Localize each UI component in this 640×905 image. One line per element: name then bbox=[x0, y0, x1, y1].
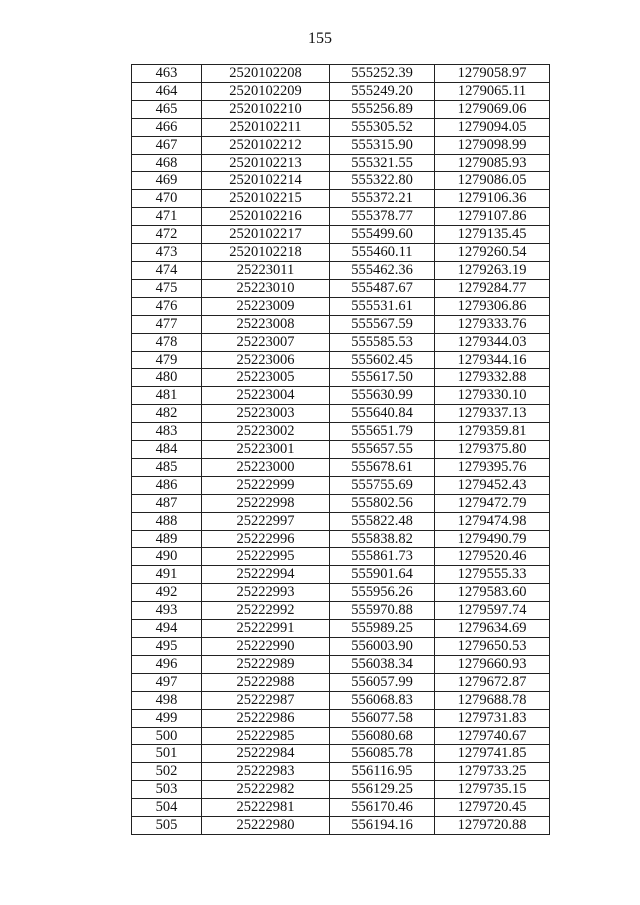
x-coordinate-cell: 555321.55 bbox=[330, 154, 435, 172]
x-coordinate-cell: 555630.99 bbox=[330, 387, 435, 405]
point-number-cell: 487 bbox=[132, 494, 202, 512]
table-row bbox=[132, 620, 550, 638]
point-number-cell: 489 bbox=[132, 530, 202, 548]
x-coordinate-cell: 555249.20 bbox=[330, 82, 435, 100]
y-coordinate-cell: 1279337.13 bbox=[435, 405, 550, 423]
point-id-cell: 2520102218 bbox=[202, 244, 330, 262]
y-coordinate-cell: 1279260.54 bbox=[435, 244, 550, 262]
x-coordinate-cell: 555802.56 bbox=[330, 494, 435, 512]
y-coordinate-cell: 1279520.46 bbox=[435, 548, 550, 566]
x-coordinate-cell: 555460.11 bbox=[330, 244, 435, 262]
table-row bbox=[132, 763, 550, 781]
point-number-cell: 466 bbox=[132, 118, 202, 136]
x-coordinate-cell: 556129.25 bbox=[330, 781, 435, 799]
point-id-cell: 25223001 bbox=[202, 441, 330, 459]
x-coordinate-cell: 555861.73 bbox=[330, 548, 435, 566]
y-coordinate-cell: 1279650.53 bbox=[435, 638, 550, 656]
y-coordinate-cell: 1279490.79 bbox=[435, 530, 550, 548]
y-coordinate-cell: 1279098.99 bbox=[435, 136, 550, 154]
point-id-cell: 2520102214 bbox=[202, 172, 330, 190]
y-coordinate-cell: 1279720.45 bbox=[435, 799, 550, 817]
point-id-cell: 25222995 bbox=[202, 548, 330, 566]
point-id-cell: 25222987 bbox=[202, 691, 330, 709]
point-number-cell: 477 bbox=[132, 315, 202, 333]
table-row bbox=[132, 602, 550, 620]
point-number-cell: 490 bbox=[132, 548, 202, 566]
point-number-cell: 470 bbox=[132, 190, 202, 208]
y-coordinate-cell: 1279375.80 bbox=[435, 441, 550, 459]
point-number-cell: 492 bbox=[132, 584, 202, 602]
y-coordinate-cell: 1279306.86 bbox=[435, 297, 550, 315]
point-number-cell: 497 bbox=[132, 673, 202, 691]
table-row bbox=[132, 190, 550, 208]
x-coordinate-cell: 556116.95 bbox=[330, 763, 435, 781]
x-coordinate-cell: 555901.64 bbox=[330, 566, 435, 584]
table-row bbox=[132, 458, 550, 476]
x-coordinate-cell: 555651.79 bbox=[330, 423, 435, 441]
x-coordinate-cell: 556194.16 bbox=[330, 817, 435, 835]
y-coordinate-cell: 1279634.69 bbox=[435, 620, 550, 638]
table-row bbox=[132, 244, 550, 262]
table-row bbox=[132, 548, 550, 566]
x-coordinate-cell: 556085.78 bbox=[330, 745, 435, 763]
x-coordinate-cell: 556003.90 bbox=[330, 638, 435, 656]
x-coordinate-cell: 555755.69 bbox=[330, 476, 435, 494]
y-coordinate-cell: 1279731.83 bbox=[435, 709, 550, 727]
point-number-cell: 500 bbox=[132, 727, 202, 745]
coordinates-table-body bbox=[132, 65, 550, 835]
point-id-cell: 2520102216 bbox=[202, 208, 330, 226]
point-id-cell: 2520102211 bbox=[202, 118, 330, 136]
point-number-cell: 484 bbox=[132, 441, 202, 459]
table-row bbox=[132, 494, 550, 512]
point-number-cell: 483 bbox=[132, 423, 202, 441]
table-row bbox=[132, 781, 550, 799]
point-id-cell: 25223007 bbox=[202, 333, 330, 351]
x-coordinate-cell: 555585.53 bbox=[330, 333, 435, 351]
table-row bbox=[132, 709, 550, 727]
x-coordinate-cell: 556038.34 bbox=[330, 655, 435, 673]
point-id-cell: 25223011 bbox=[202, 261, 330, 279]
x-coordinate-cell: 555256.89 bbox=[330, 100, 435, 118]
x-coordinate-cell: 556068.83 bbox=[330, 691, 435, 709]
table-row bbox=[132, 369, 550, 387]
table-row bbox=[132, 423, 550, 441]
point-number-cell: 496 bbox=[132, 655, 202, 673]
x-coordinate-cell: 555838.82 bbox=[330, 530, 435, 548]
point-id-cell: 25222981 bbox=[202, 799, 330, 817]
table-row bbox=[132, 82, 550, 100]
table-row bbox=[132, 172, 550, 190]
point-id-cell: 25222994 bbox=[202, 566, 330, 584]
y-coordinate-cell: 1279741.85 bbox=[435, 745, 550, 763]
y-coordinate-cell: 1279085.93 bbox=[435, 154, 550, 172]
point-id-cell: 25223008 bbox=[202, 315, 330, 333]
point-id-cell: 25223004 bbox=[202, 387, 330, 405]
x-coordinate-cell: 555970.88 bbox=[330, 602, 435, 620]
point-id-cell: 25222991 bbox=[202, 620, 330, 638]
point-number-cell: 502 bbox=[132, 763, 202, 781]
point-number-cell: 463 bbox=[132, 65, 202, 83]
x-coordinate-cell: 555372.21 bbox=[330, 190, 435, 208]
x-coordinate-cell: 555487.67 bbox=[330, 279, 435, 297]
x-coordinate-cell: 555602.45 bbox=[330, 351, 435, 369]
y-coordinate-cell: 1279344.16 bbox=[435, 351, 550, 369]
y-coordinate-cell: 1279474.98 bbox=[435, 512, 550, 530]
table-row bbox=[132, 65, 550, 83]
point-number-cell: 480 bbox=[132, 369, 202, 387]
point-number-cell: 501 bbox=[132, 745, 202, 763]
y-coordinate-cell: 1279107.86 bbox=[435, 208, 550, 226]
x-coordinate-cell: 556057.99 bbox=[330, 673, 435, 691]
y-coordinate-cell: 1279472.79 bbox=[435, 494, 550, 512]
x-coordinate-cell: 555657.55 bbox=[330, 441, 435, 459]
table-row bbox=[132, 208, 550, 226]
y-coordinate-cell: 1279094.05 bbox=[435, 118, 550, 136]
table-row bbox=[132, 441, 550, 459]
x-coordinate-cell: 555567.59 bbox=[330, 315, 435, 333]
point-number-cell: 474 bbox=[132, 261, 202, 279]
point-id-cell: 25222998 bbox=[202, 494, 330, 512]
page-number: 155 bbox=[308, 30, 332, 47]
point-id-cell: 25223000 bbox=[202, 458, 330, 476]
table-row bbox=[132, 118, 550, 136]
y-coordinate-cell: 1279395.76 bbox=[435, 458, 550, 476]
table-row bbox=[132, 745, 550, 763]
point-id-cell: 2520102217 bbox=[202, 226, 330, 244]
y-coordinate-cell: 1279597.74 bbox=[435, 602, 550, 620]
y-coordinate-cell: 1279069.06 bbox=[435, 100, 550, 118]
y-coordinate-cell: 1279452.43 bbox=[435, 476, 550, 494]
table-row bbox=[132, 226, 550, 244]
point-number-cell: 465 bbox=[132, 100, 202, 118]
y-coordinate-cell: 1279058.97 bbox=[435, 65, 550, 83]
point-id-cell: 25222999 bbox=[202, 476, 330, 494]
point-number-cell: 476 bbox=[132, 297, 202, 315]
y-coordinate-cell: 1279284.77 bbox=[435, 279, 550, 297]
point-number-cell: 505 bbox=[132, 817, 202, 835]
x-coordinate-cell: 556170.46 bbox=[330, 799, 435, 817]
y-coordinate-cell: 1279720.88 bbox=[435, 817, 550, 835]
x-coordinate-cell: 556077.58 bbox=[330, 709, 435, 727]
point-number-cell: 471 bbox=[132, 208, 202, 226]
point-id-cell: 25222980 bbox=[202, 817, 330, 835]
x-coordinate-cell: 555989.25 bbox=[330, 620, 435, 638]
y-coordinate-cell: 1279672.87 bbox=[435, 673, 550, 691]
point-id-cell: 25222997 bbox=[202, 512, 330, 530]
x-coordinate-cell: 555956.26 bbox=[330, 584, 435, 602]
point-id-cell: 2520102212 bbox=[202, 136, 330, 154]
y-coordinate-cell: 1279555.33 bbox=[435, 566, 550, 584]
point-number-cell: 488 bbox=[132, 512, 202, 530]
x-coordinate-cell: 555499.60 bbox=[330, 226, 435, 244]
table-row bbox=[132, 387, 550, 405]
point-number-cell: 468 bbox=[132, 154, 202, 172]
x-coordinate-cell: 555640.84 bbox=[330, 405, 435, 423]
table-row bbox=[132, 584, 550, 602]
point-id-cell: 25223010 bbox=[202, 279, 330, 297]
x-coordinate-cell: 555822.48 bbox=[330, 512, 435, 530]
x-coordinate-cell: 555378.77 bbox=[330, 208, 435, 226]
x-coordinate-cell: 555678.61 bbox=[330, 458, 435, 476]
y-coordinate-cell: 1279344.03 bbox=[435, 333, 550, 351]
point-id-cell: 2520102209 bbox=[202, 82, 330, 100]
table-row bbox=[132, 512, 550, 530]
point-number-cell: 494 bbox=[132, 620, 202, 638]
y-coordinate-cell: 1279740.67 bbox=[435, 727, 550, 745]
y-coordinate-cell: 1279330.10 bbox=[435, 387, 550, 405]
point-id-cell: 2520102208 bbox=[202, 65, 330, 83]
x-coordinate-cell: 555252.39 bbox=[330, 65, 435, 83]
point-number-cell: 498 bbox=[132, 691, 202, 709]
y-coordinate-cell: 1279688.78 bbox=[435, 691, 550, 709]
y-coordinate-cell: 1279735.15 bbox=[435, 781, 550, 799]
table-row bbox=[132, 638, 550, 656]
point-number-cell: 503 bbox=[132, 781, 202, 799]
point-id-cell: 25223009 bbox=[202, 297, 330, 315]
point-number-cell: 469 bbox=[132, 172, 202, 190]
y-coordinate-cell: 1279733.25 bbox=[435, 763, 550, 781]
y-coordinate-cell: 1279332.88 bbox=[435, 369, 550, 387]
x-coordinate-cell: 555531.61 bbox=[330, 297, 435, 315]
y-coordinate-cell: 1279263.19 bbox=[435, 261, 550, 279]
table-row bbox=[132, 405, 550, 423]
point-id-cell: 25222989 bbox=[202, 655, 330, 673]
point-number-cell: 485 bbox=[132, 458, 202, 476]
x-coordinate-cell: 555315.90 bbox=[330, 136, 435, 154]
x-coordinate-cell: 555617.50 bbox=[330, 369, 435, 387]
table-row bbox=[132, 655, 550, 673]
y-coordinate-cell: 1279135.45 bbox=[435, 226, 550, 244]
point-number-cell: 472 bbox=[132, 226, 202, 244]
table-row bbox=[132, 333, 550, 351]
point-id-cell: 25222990 bbox=[202, 638, 330, 656]
point-id-cell: 2520102210 bbox=[202, 100, 330, 118]
point-id-cell: 25222982 bbox=[202, 781, 330, 799]
y-coordinate-cell: 1279086.05 bbox=[435, 172, 550, 190]
table-row bbox=[132, 297, 550, 315]
point-id-cell: 25222984 bbox=[202, 745, 330, 763]
x-coordinate-cell: 555322.80 bbox=[330, 172, 435, 190]
table-row bbox=[132, 351, 550, 369]
point-number-cell: 495 bbox=[132, 638, 202, 656]
y-coordinate-cell: 1279333.76 bbox=[435, 315, 550, 333]
table-row bbox=[132, 100, 550, 118]
coordinates-table bbox=[131, 64, 550, 835]
point-number-cell: 491 bbox=[132, 566, 202, 584]
y-coordinate-cell: 1279065.11 bbox=[435, 82, 550, 100]
point-number-cell: 482 bbox=[132, 405, 202, 423]
point-number-cell: 486 bbox=[132, 476, 202, 494]
table-row bbox=[132, 673, 550, 691]
point-number-cell: 464 bbox=[132, 82, 202, 100]
point-id-cell: 2520102213 bbox=[202, 154, 330, 172]
table-row bbox=[132, 727, 550, 745]
point-number-cell: 493 bbox=[132, 602, 202, 620]
table-row bbox=[132, 566, 550, 584]
table-row bbox=[132, 154, 550, 172]
y-coordinate-cell: 1279660.93 bbox=[435, 655, 550, 673]
point-id-cell: 2520102215 bbox=[202, 190, 330, 208]
table-row bbox=[132, 799, 550, 817]
x-coordinate-cell: 556080.68 bbox=[330, 727, 435, 745]
y-coordinate-cell: 1279583.60 bbox=[435, 584, 550, 602]
table-row bbox=[132, 817, 550, 835]
point-id-cell: 25223003 bbox=[202, 405, 330, 423]
point-number-cell: 499 bbox=[132, 709, 202, 727]
point-id-cell: 25222993 bbox=[202, 584, 330, 602]
x-coordinate-cell: 555462.36 bbox=[330, 261, 435, 279]
point-id-cell: 25223006 bbox=[202, 351, 330, 369]
point-number-cell: 479 bbox=[132, 351, 202, 369]
point-number-cell: 475 bbox=[132, 279, 202, 297]
point-id-cell: 25222996 bbox=[202, 530, 330, 548]
table-row bbox=[132, 476, 550, 494]
point-id-cell: 25222992 bbox=[202, 602, 330, 620]
point-id-cell: 25223002 bbox=[202, 423, 330, 441]
point-number-cell: 467 bbox=[132, 136, 202, 154]
point-id-cell: 25222985 bbox=[202, 727, 330, 745]
table-row bbox=[132, 136, 550, 154]
table-row bbox=[132, 530, 550, 548]
table-row bbox=[132, 261, 550, 279]
y-coordinate-cell: 1279106.36 bbox=[435, 190, 550, 208]
table-row bbox=[132, 279, 550, 297]
y-coordinate-cell: 1279359.81 bbox=[435, 423, 550, 441]
point-id-cell: 25222986 bbox=[202, 709, 330, 727]
point-id-cell: 25222988 bbox=[202, 673, 330, 691]
point-id-cell: 25222983 bbox=[202, 763, 330, 781]
point-number-cell: 473 bbox=[132, 244, 202, 262]
point-id-cell: 25223005 bbox=[202, 369, 330, 387]
point-number-cell: 481 bbox=[132, 387, 202, 405]
point-number-cell: 504 bbox=[132, 799, 202, 817]
table-row bbox=[132, 315, 550, 333]
table-row bbox=[132, 691, 550, 709]
x-coordinate-cell: 555305.52 bbox=[330, 118, 435, 136]
point-number-cell: 478 bbox=[132, 333, 202, 351]
